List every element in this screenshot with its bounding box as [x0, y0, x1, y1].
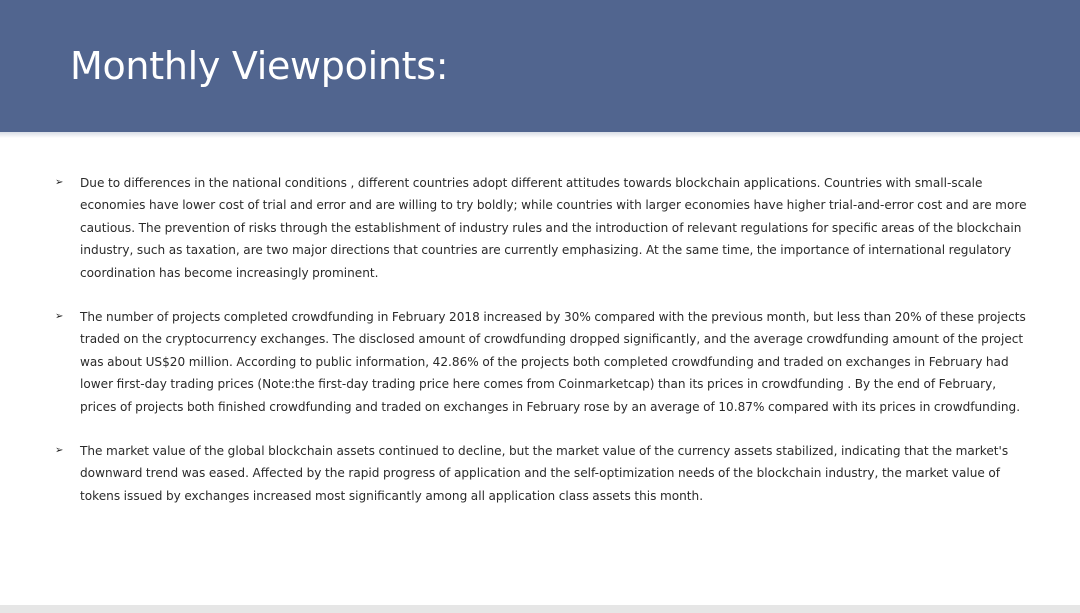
viewpoint-text: The market value of the global blockchain assets continued to decline, but the market value of the currency assets stabilized, indicating that the market's downward trend was eased. Affected by the rapid progress of application and the self-optimization needs of the blockchain industry, the market value of tokens issued by exchanges increased most significantly among all application class assets this month. — [80, 444, 1009, 503]
arrow-bullet-icon: ➢ — [55, 445, 64, 457]
footer-bar — [0, 605, 1080, 613]
arrow-bullet-icon: ➢ — [55, 177, 64, 188]
viewpoint-text: Due to differences in the national conditions , different countries adopt different attitudes towards blockchain applications. Countries with small-scale economies have lower cost of trial and error and are willing to try boldly; while countries with larger economies have higher trial-and-error cost and are more cautious. The prevention of risks through the establishment of industry rules and the introduction of relevant regulations for specific areas of the blockchain industry, such as taxation, are two major directions that countries are currently emphasizing. At the same time, the importance of international regulatory coordination has become increasingly prominent. — [80, 176, 1027, 280]
header-banner — [0, 0, 1080, 132]
header-divider — [0, 132, 1080, 138]
page-title: Monthly Viewpoints: — [70, 44, 449, 88]
list-item — [0, 172, 1080, 284]
viewpoint-text: The number of projects completed crowdfunding in February 2018 increased by 30% compared with the previous month, but less than 20% of these projects traded on the cryptocurrency exchanges. The disclosed amount of crowdfunding dropped significantly, and the average crowdfunding amount of the project was about US$20 million. According to public information, 42.86% of the projects both completed crowdfunding and traded on exchanges in February had lower first-day trading prices (Note:the first-day trading price here comes from Coinmarketcap) than its prices in crowdfunding . By the end of February, prices of projects both finished crowdfunding and traded on exchanges in February rose by an average of 10.87% compared with its prices in crowdfunding. — [80, 310, 1026, 414]
arrow-bullet-icon: ➢ — [55, 311, 64, 323]
list-item — [0, 440, 1080, 507]
list-item — [0, 306, 1080, 418]
viewpoints-list — [0, 172, 1080, 529]
